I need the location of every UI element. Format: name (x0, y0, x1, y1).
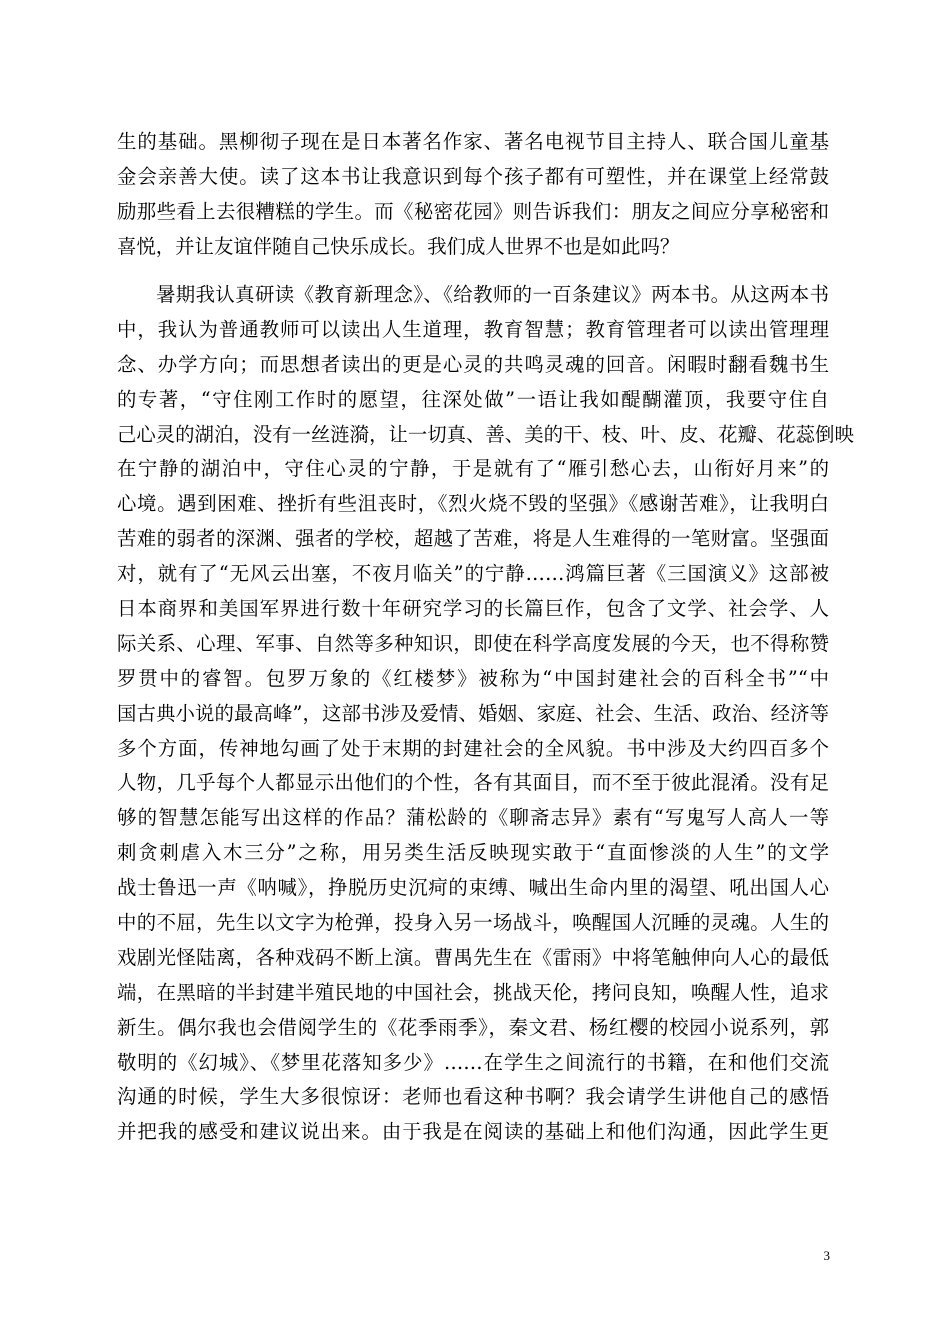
text-line: 生的基础。黑柳彻子现在是日本著名作家、著名电视节目主持人、联合国儿童基 (117, 130, 829, 153)
text-line: 够的智慧怎能写出这样的作品？蒲松龄的《聊斋志异》素有“写鬼写人高人一等 (117, 806, 829, 830)
text-line: 中，我认为普通教师可以读出人生道理，教育智慧；教育管理者可以读出管理理 (117, 317, 829, 341)
text-line: 国古典小说的最高峰”，这部书涉及爱情、婚姻、家庭、社会、生活、政治、经济等 (117, 701, 829, 725)
page-number: 3 (823, 1248, 830, 1263)
text-line: 罗贯中的睿智。包罗万象的《红楼梦》被称为“中国封建社会的百科全书”“中 (117, 666, 829, 690)
text-line: 戏剧光怪陆离，各种戏码不断上演。曹禺先生在《雷雨》中将笔触伸向人心的最低 (117, 945, 829, 969)
text-line: 喜悦，并让友谊伴随自己快乐成长。我们成人世界不也是如此吗？ (117, 234, 680, 258)
text-line: 心境。遇到困难、挫折有些沮丧时，《烈火烧不毁的坚强》《感谢苦难》，让我明白 (117, 492, 829, 516)
text-line: 金会亲善大使。读了这本书让我意识到每个孩子都有可塑性，并在课堂上经常鼓 (117, 164, 829, 188)
text-line: 苦难的弱者的深渊、强者的学校，超越了苦难，将是人生难得的一笔财富。坚强面 (117, 527, 829, 551)
text-line: 的专著，“守住刚工作时的愿望，往深处做”一语让我如醍醐灌顶，我要守住自 (117, 387, 829, 411)
text-line: 励那些看上去很糟糕的学生。而《秘密花园》则告诉我们：朋友之间应分享秘密和 (117, 199, 829, 223)
text-line: 多个方面，传神地勾画了处于末期的封建社会的全风貌。书中涉及大约四百多个 (117, 736, 829, 760)
text-line: 沟通的时候，学生大多很惊讶：老师也看这种书啊？我会请学生讲他自己的感悟 (117, 1085, 829, 1109)
text-line: 对，就有了“无风云出塞，不夜月临关”的宁静……鸿篇巨著《三国演义》这部被 (117, 562, 829, 586)
text-line: 战士鲁迅一声《呐喊》，挣脱历史沉疴的束缚、喊出生命内里的渴望、吼出国人心 (117, 876, 829, 900)
paragraph-2 (117, 278, 854, 1150)
text-line: 敬明的《幻城》、《梦里花落知多少》……在学生之间流行的书籍，在和他们交流 (117, 1050, 829, 1074)
text-line: 念、办学方向；而思想者读出的更是心灵的共鸣灵魂的回音。闲暇时翻看魏书生 (117, 352, 829, 376)
text-line: 人物，几乎每个人都显示出他们的个性，各有其面目，而不至于彼此混淆。没有足 (117, 771, 829, 795)
paragraph-1 (117, 125, 829, 265)
text-line: 并把我的感受和建议说出来。由于我是在阅读的基础上和他们沟通，因此学生更 (117, 1120, 829, 1144)
text-line: 在宁静的湖泊中，守住心灵的宁静，于是就有了“雁引愁心去，山衔好月来”的 (117, 457, 829, 481)
text-line: 暑期我认真研读《教育新理念》、《给教师的一百条建议》两本书。从这两本书 (156, 283, 829, 306)
text-line: 日本商界和美国军界进行数十年研究学习的长篇巨作，包含了文学、社会学、人 (117, 597, 829, 621)
text-line: 际关系、心理、军事、自然等多种知识，即使在科学高度发展的今天，也不得称赞 (117, 631, 829, 655)
text-line: 己心灵的湖泊，没有一丝涟漪，让一切真、善、美的干、枝、叶、皮、花瓣、花蕊倒映 (117, 422, 854, 446)
text-line: 端，在黑暗的半封建半殖民地的中国社会，挑战天伦，拷问良知，唤醒人性，追求 (117, 980, 829, 1004)
text-line: 中的不屈，先生以文字为枪弹，投身入另一场战斗，唤醒国人沉睡的灵魂。人生的 (117, 911, 829, 935)
text-line: 新生。偶尔我也会借阅学生的《花季雨季》，秦文君、杨红樱的校园小说系列，郭 (117, 1015, 829, 1039)
text-line: 刺贪刺虐入木三分”之称，用另类生活反映现实敢于“直面惨淡的人生”的文学 (117, 841, 829, 865)
